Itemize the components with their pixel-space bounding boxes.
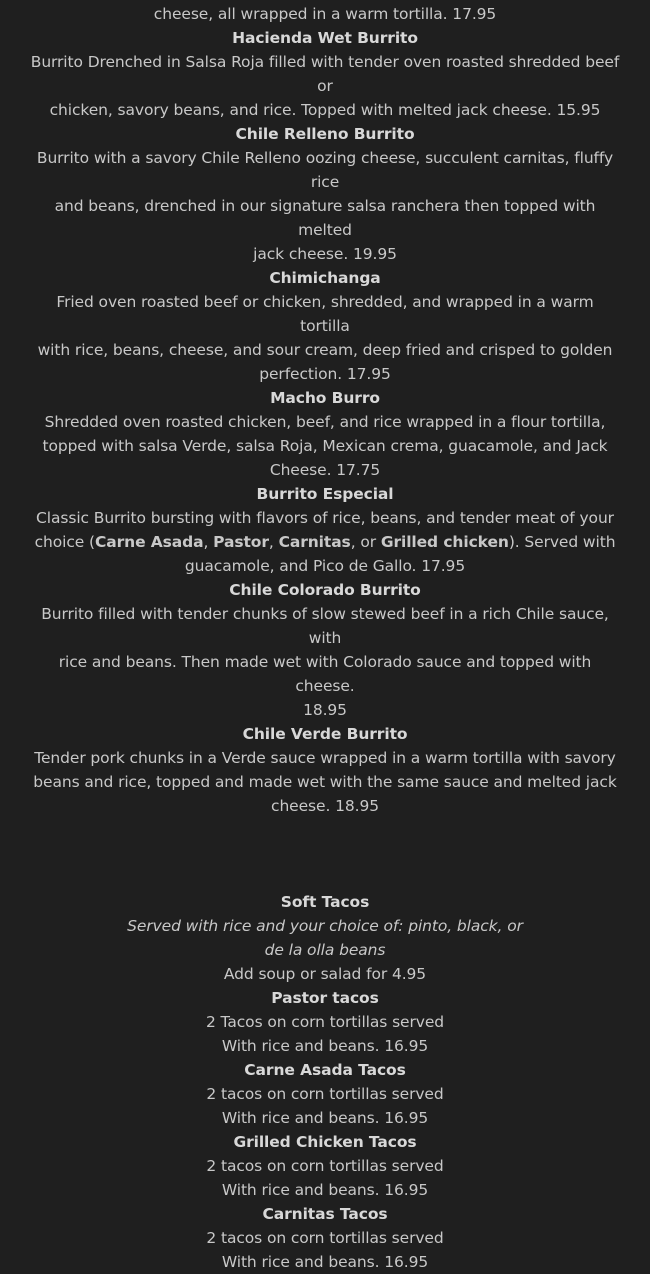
item-description: 18.95 <box>303 701 347 719</box>
item-description: Burrito filled with tender chunks of slow stewed beef in a rich Chile sauce, with <box>41 605 609 647</box>
item-description: chicken, savory beans, and rice. Topped with melted jack cheese. 15.95 <box>49 101 601 119</box>
menu-item-macho-burro <box>30 386 620 482</box>
section-spacer <box>30 818 620 890</box>
meat-option-grilled-chicken: Grilled chicken <box>380 533 509 551</box>
menu-item-chile-colorado-burrito <box>30 578 620 722</box>
menu-item-chile-verde-burrito <box>30 722 620 818</box>
item-description: With rice and beans. 16.95 <box>221 1181 429 1199</box>
text-fragment: , <box>203 533 214 551</box>
section-addon: Add soup or salad for 4.95 <box>223 965 427 983</box>
meat-option-carnitas: Carnitas <box>278 533 351 551</box>
menu-item-chimichanga <box>30 266 620 386</box>
meat-option-carne-asada: Carne Asada <box>94 533 204 551</box>
item-title: Carnitas Tacos <box>262 1205 388 1223</box>
item-description: 2 Tacos on corn tortillas served <box>205 1013 445 1031</box>
item-title: Chile Relleno Burrito <box>235 125 415 143</box>
item-description: and beans, drenched in our signature salsa ranchera then topped with melted <box>54 197 596 239</box>
item-title: Grilled Chicken Tacos <box>233 1133 417 1151</box>
item-title: Chile Verde Burrito <box>242 725 408 743</box>
section-note: Served with rice and your choice of: pinto, black, or <box>127 917 523 935</box>
item-description: rice and beans. Then made wet with Colorado sauce and topped with cheese. <box>58 653 592 695</box>
item-description: cheese. 18.95 <box>271 797 379 815</box>
soft-tacos-section <box>30 890 620 1274</box>
item-description: Tender pork chunks in a Verde sauce wrapped in a warm tortilla with savory <box>34 749 616 767</box>
item-description: Burrito Drenched in Salsa Roja filled with tender oven roasted shredded beef or <box>30 53 620 95</box>
item-description: With rice and beans. 16.95 <box>221 1037 429 1055</box>
item-description: 2 tacos on corn tortillas served <box>206 1229 444 1247</box>
menu-item-carne-asada-tacos <box>30 1058 620 1130</box>
item-description: beans and rice, topped and made wet with the same sauce and melted jack <box>33 773 617 791</box>
text-fragment: , or <box>350 533 381 551</box>
item-title: Chile Colorado Burrito <box>229 581 421 599</box>
item-description: with rice, beans, cheese, and sour cream, deep fried and crisped to golden <box>37 341 613 359</box>
item-title: Macho Burro <box>270 389 380 407</box>
item-description: Shredded oven roasted chicken, beef, and rice wrapped in a flour tortilla, <box>44 413 606 431</box>
text-fragment: , <box>268 533 279 551</box>
section-title: Soft Tacos <box>280 893 370 911</box>
previous-item-description-tail: cheese, all wrapped in a warm tortilla. 17.95 <box>153 5 497 23</box>
meat-option-pastor: Pastor <box>213 533 269 551</box>
item-description: jack cheese. 19.95 <box>253 245 397 263</box>
item-title: Pastor tacos <box>271 989 379 1007</box>
item-description: perfection. 17.95 <box>259 365 391 383</box>
item-description: Classic Burrito bursting with flavors of rice, beans, and tender meat of your <box>36 509 614 527</box>
menu-item-chile-relleno-burrito <box>30 122 620 266</box>
item-description-options <box>30 530 620 554</box>
text-fragment: choice ( <box>34 533 95 551</box>
menu-item-pastor-tacos <box>30 986 620 1058</box>
menu-item-carnitas-tacos <box>30 1202 620 1274</box>
item-description: Burrito with a savory Chile Relleno oozing cheese, succulent carnitas, fluffy rice <box>36 149 614 191</box>
menu-item-grilled-chicken-tacos <box>30 1130 620 1202</box>
item-description: 2 tacos on corn tortillas served <box>206 1085 444 1103</box>
item-title: Carne Asada Tacos <box>244 1061 406 1079</box>
item-description: With rice and beans. 16.95 <box>221 1109 429 1127</box>
menu-item-burrito-especial <box>30 482 620 578</box>
item-description: Cheese. 17.75 <box>269 461 381 479</box>
item-description: topped with salsa Verde, salsa Roja, Mexican crema, guacamole, and Jack <box>42 437 608 455</box>
item-title: Burrito Especial <box>256 485 394 503</box>
burrito-section <box>30 2 620 818</box>
item-title: Hacienda Wet Burrito <box>232 29 418 47</box>
item-title: Chimichanga <box>269 269 381 287</box>
item-description: guacamole, and Pico de Gallo. 17.95 <box>184 557 466 575</box>
menu-item-hacienda-wet-burrito <box>30 26 620 122</box>
text-fragment: ). Served with <box>508 533 616 551</box>
item-description: With rice and beans. 16.95 <box>221 1253 429 1271</box>
menu-page <box>30 2 620 1274</box>
item-description: 2 tacos on corn tortillas served <box>206 1157 444 1175</box>
section-note: de la olla beans <box>264 941 386 959</box>
item-description: Fried oven roasted beef or chicken, shredded, and wrapped in a warm tortilla <box>56 293 594 335</box>
